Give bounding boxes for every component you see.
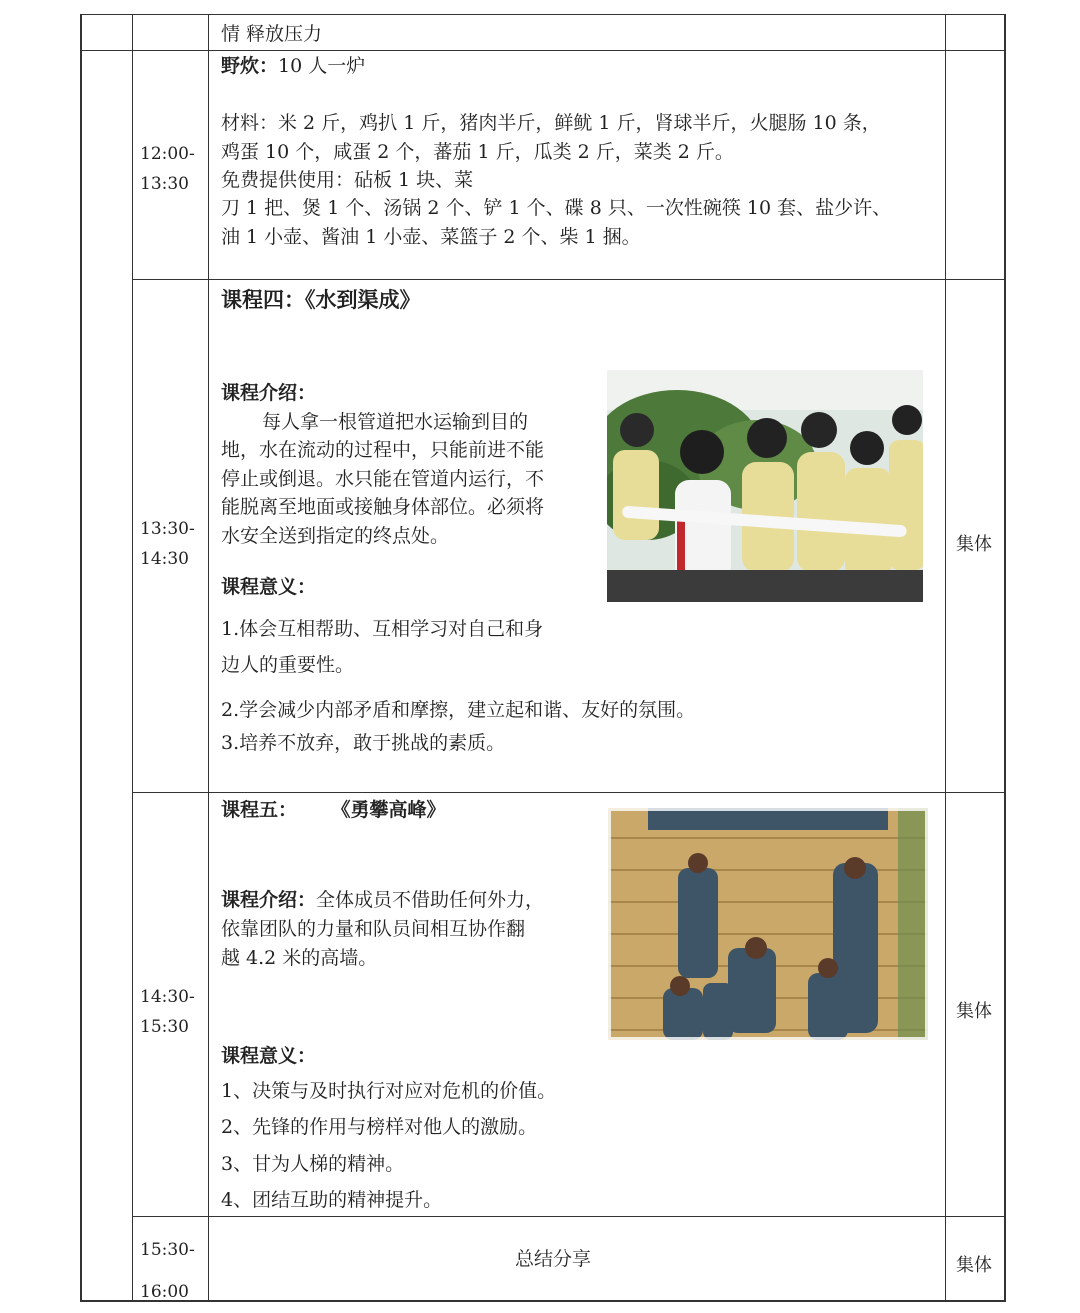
row1-free-2: 刀 1 把、煲 1 个、汤锅 2 个、铲 1 个、碟 8 只、一次性碗筷 10 套、盐少许、	[221, 197, 892, 219]
table-border-right	[1004, 14, 1006, 1301]
row3-type: 集体	[956, 1001, 992, 1022]
row4-type: 集体	[956, 1255, 992, 1276]
row3-time	[140, 982, 206, 1042]
row3-meaning-2: 2、先锋的作用与榜样对他人的激励。	[221, 1116, 538, 1138]
pipe-activity-illustration	[607, 370, 923, 602]
row3-meaning-label: 课程意义：	[221, 1045, 317, 1067]
row1-free-1: 免费提供使用：砧板 1 块、菜	[221, 169, 474, 191]
row1-free-3: 油 1 小壶、酱油 1 小壶、菜篮子 2 个、柴 1 捆。	[221, 226, 641, 248]
row2-intro-line-1: 每人拿一根管道把水运输到目的	[262, 411, 529, 433]
row2-meaning-3: 3.培养不放弃，敢于挑战的素质。	[221, 732, 506, 754]
pipe-activity-photo	[607, 370, 923, 602]
row3-time-end: 15:30	[140, 1017, 189, 1037]
row-divider-1	[80, 50, 1006, 51]
row1-heading-text: 10 人一炉	[278, 55, 366, 77]
row1-materials-1: 材料：米 2 斤，鸡扒 1 斤，猪肉半斤，鲜鱿 1 斤，肾球半斤，火腿肠 10 条，	[221, 112, 881, 134]
table-border-top	[80, 14, 1006, 15]
row3-time-start: 14:30-	[140, 987, 195, 1007]
row2-intro-line-2: 地，水在流动的过程中，只能前进不能	[221, 439, 545, 461]
table-border-bottom	[80, 1300, 1006, 1302]
row1-heading-label: 野炊：	[221, 55, 279, 77]
row1-materials-2: 鸡蛋 10 个，咸蛋 2 个，蕃茄 1 斤，瓜类 2 斤，菜类 2 斤。	[221, 141, 734, 163]
row3-title-name: 《勇攀高峰》	[341, 799, 446, 821]
row2-intro-label: 课程介绍：	[221, 382, 317, 404]
row2-time-end: 14:30	[140, 549, 189, 569]
row4-time-end: 16:00	[140, 1282, 189, 1302]
row3-intro-line-3: 越 4.2 米的高墙。	[221, 947, 378, 969]
row4-time	[140, 1229, 206, 1313]
row3-intro-line-2: 依靠团队的力量和队员间相互协作翻	[221, 918, 526, 940]
wall-climb-photo	[608, 808, 928, 1040]
row2-time-start: 13:30-	[140, 519, 195, 539]
table-border-left	[80, 14, 82, 1301]
row3-intro-text-1: 全体成员不借助任何外力，	[316, 889, 545, 911]
row1-heading	[221, 52, 365, 81]
row4-time-start: 15:30-	[140, 1240, 195, 1260]
row2-intro-line-5: 水安全送到指定的终点处。	[221, 525, 450, 547]
row-divider-2	[132, 279, 1006, 280]
row-divider-4	[132, 1216, 1006, 1217]
row1-time-start: 12:00-	[140, 144, 195, 164]
row3-title	[221, 796, 446, 825]
row2-meaning-1b: 边人的重要性。	[221, 654, 355, 676]
col-divider-2	[208, 14, 209, 1301]
row1-time-end: 13:30	[140, 174, 189, 194]
col-divider-1	[132, 14, 133, 1301]
row3-meaning-4: 4、团结互助的精神提升。	[221, 1189, 443, 1211]
row2-time	[140, 514, 206, 574]
row2-meaning-1a: 1.体会互相帮助、互相学习对自己和身	[221, 618, 544, 640]
col-divider-3	[945, 14, 946, 1301]
row3-intro-line-1	[221, 886, 544, 915]
row3-title-label: 课程五：	[221, 799, 298, 821]
row4-content: 总结分享	[515, 1248, 592, 1270]
row2-type: 集体	[956, 534, 992, 555]
row2-meaning-label: 课程意义：	[221, 576, 317, 598]
row2-meaning-2: 2.学会减少内部矛盾和摩擦，建立起和谐、友好的氛围。	[221, 699, 696, 721]
row-divider-3	[132, 792, 1006, 793]
row1-time	[140, 139, 206, 199]
row3-meaning-1: 1、决策与及时执行对应对危机的价值。	[221, 1080, 557, 1102]
row3-intro-label: 课程介绍：	[221, 889, 317, 911]
row2-intro-line-4: 能脱离至地面或接触身体部位。必须将	[221, 496, 545, 518]
row0-content: 情 释放压力	[221, 23, 323, 45]
row3-meaning-3: 3、甘为人梯的精神。	[221, 1153, 405, 1175]
row2-title: 课程四：《水到渠成》	[221, 287, 421, 312]
row2-intro-line-3: 停止或倒退。水只能在管道内运行，不	[221, 468, 545, 490]
wall-climb-illustration	[608, 808, 928, 1040]
